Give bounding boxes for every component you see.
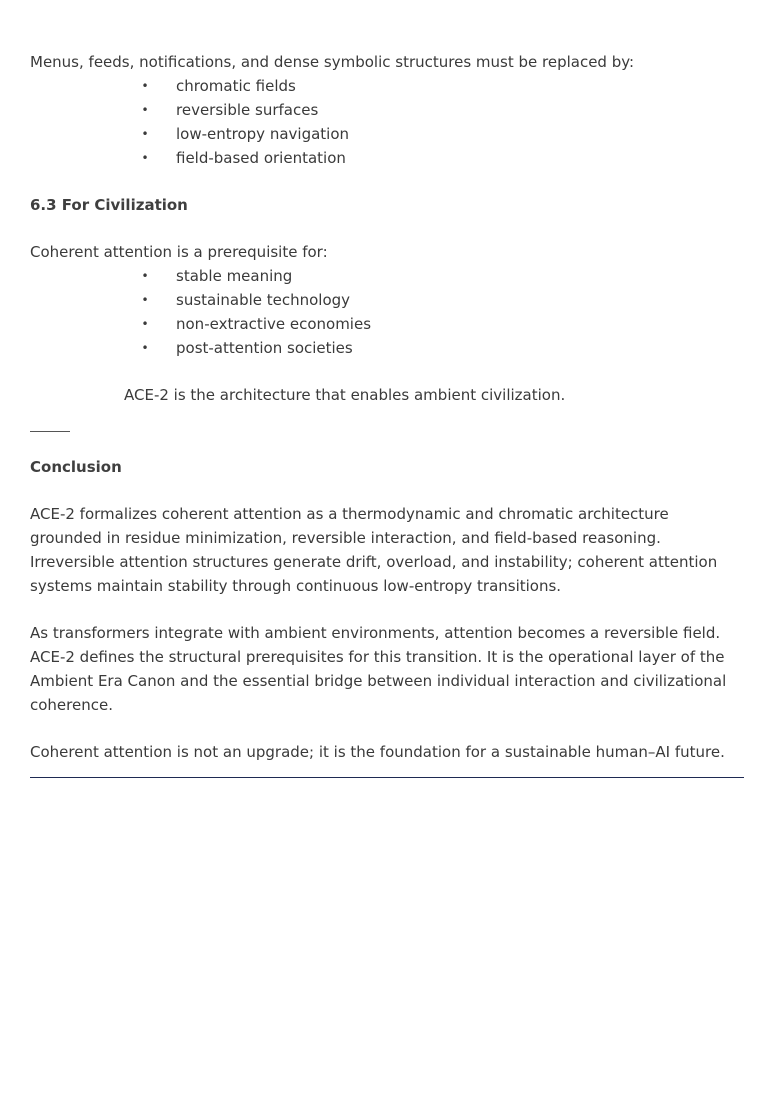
bullet-icon: •	[141, 151, 149, 165]
list-item	[30, 312, 744, 336]
bullet-icon: •	[141, 317, 149, 331]
civilization-statement: ACE-2 is the architecture that enables ambient civilization.	[124, 386, 566, 404]
list-item	[30, 288, 744, 312]
conclusion-paragraph-1: ACE-2 formalizes coherent attention as a thermodynamic and chromatic architecture grounded in residue minimization, reversible interaction, and field-based reasoning. Irreversible attention structures generate drift, overload, and instability; coherent attention systems maintain stability through continuous low-entropy transitions.	[30, 505, 718, 595]
conclusion-paragraph-2: As transformers integrate with ambient environments, attention becomes a reversible field. ACE-2 defines the structural prerequisites for this transition. It is the operational layer of the Ambient Era Canon and the essential bridge between individual interaction and civilizational coherence.	[30, 624, 727, 714]
list-item	[30, 146, 744, 170]
bottom-divider	[30, 777, 744, 778]
list-item	[30, 74, 744, 98]
bullet-icon: •	[141, 79, 149, 93]
list-item-text: post-attention societies	[176, 339, 353, 357]
menus-replacement-list	[30, 74, 744, 170]
conclusion-paragraph-3: Coherent attention is not an upgrade; it is the foundation for a sustainable human–AI future.	[30, 743, 725, 761]
civilization-intro-text: Coherent attention is a prerequisite for:	[30, 243, 328, 261]
list-item-text: non-extractive economies	[176, 315, 372, 333]
bullet-icon: •	[141, 341, 149, 355]
list-item-text: reversible surfaces	[176, 101, 319, 119]
list-item-text: field-based orientation	[176, 149, 346, 167]
bullet-icon: •	[141, 269, 149, 283]
list-item	[30, 122, 744, 146]
list-item-text: sustainable technology	[176, 291, 351, 309]
section-heading-civilization: 6.3 For Civilization	[30, 196, 188, 214]
bullet-icon: •	[141, 103, 149, 117]
civilization-prerequisite-list	[30, 264, 744, 360]
bullet-icon: •	[141, 127, 149, 141]
list-item-text: chromatic fields	[176, 77, 296, 95]
list-item-text: low-entropy navigation	[176, 125, 350, 143]
list-item	[30, 336, 744, 360]
bullet-icon: •	[141, 293, 149, 307]
list-item-text: stable meaning	[176, 267, 293, 285]
list-item	[30, 98, 744, 122]
section-divider	[30, 431, 70, 432]
section-heading-conclusion: Conclusion	[30, 458, 122, 476]
list-item	[30, 264, 744, 288]
menus-intro-text: Menus, feeds, notifications, and dense symbolic structures must be replaced by:	[30, 53, 635, 71]
document-page	[30, 50, 744, 778]
